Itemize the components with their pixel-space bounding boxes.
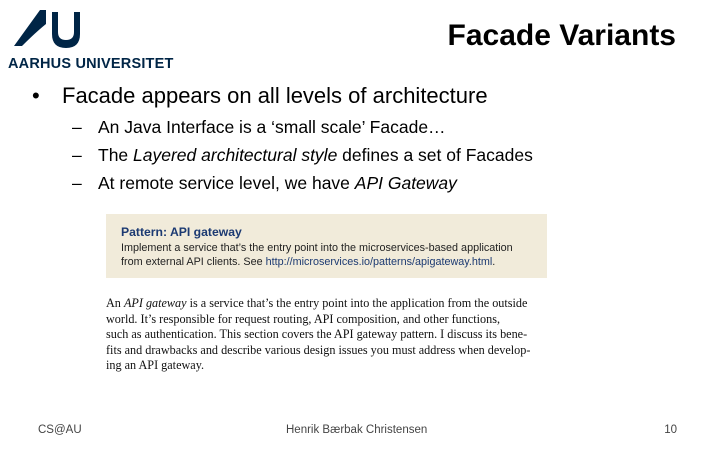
pattern-box-title: Pattern: API gateway xyxy=(121,225,242,239)
paragraph-line: such as authentication. This section covers the API gateway pattern. I discuss its bene- xyxy=(106,327,528,341)
book-excerpt-image xyxy=(106,214,547,379)
sub-bullet-text: An Java Interface is a ‘small scale’ Facade… xyxy=(98,117,446,137)
paragraph-term: API gateway xyxy=(123,296,187,310)
sub-bullet-emphasis: API Gateway xyxy=(354,173,457,193)
slide-title: Facade Variants xyxy=(447,19,676,52)
paragraph-line xyxy=(106,296,530,312)
bullet-dot: • xyxy=(32,83,40,108)
pattern-box-text: from external API clients. See xyxy=(121,256,266,268)
excerpt-paragraph xyxy=(106,296,530,374)
main-bullet xyxy=(32,83,488,109)
pattern-box-line xyxy=(121,256,495,268)
footer-author: Henrik Bærbak Christensen xyxy=(286,424,428,436)
sub-bullet-text: The xyxy=(98,145,134,165)
main-bullet-text: Facade appears on all levels of architecture xyxy=(62,83,488,108)
paragraph-line: world. It’s responsible for request routing, API composition, and other functions, xyxy=(106,311,501,326)
sub-bullet-2 xyxy=(72,145,533,166)
sub-bullet-text: defines a set of Facades xyxy=(337,145,533,165)
au-seal-icon xyxy=(12,6,82,50)
sub-bullet-1 xyxy=(72,117,446,138)
sub-bullet-emphasis: Layered architectural style xyxy=(133,145,338,165)
sub-bullet-text: At remote service level, we have xyxy=(98,173,355,193)
university-logo xyxy=(8,4,178,72)
pattern-box xyxy=(106,214,547,278)
paragraph-line: fits and drawbacks and describe various design issues you must address when develop- xyxy=(106,342,531,357)
university-name: AARHUS UNIVERSITET xyxy=(8,56,174,72)
pattern-box-line: Implement a service that’s the entry point into the microservices-based application xyxy=(121,242,513,254)
dash-marker: – xyxy=(72,173,82,193)
paragraph-text: An xyxy=(106,296,124,310)
sub-bullet-3 xyxy=(72,173,457,194)
paragraph-line: ing an API gateway. xyxy=(106,358,205,372)
paragraph-text: is a service that’s the entry point into the application from the outside xyxy=(186,296,528,310)
page-number: 10 xyxy=(664,424,677,436)
footer-left: CS@AU xyxy=(38,424,82,436)
dash-marker: – xyxy=(72,145,82,165)
dash-marker: – xyxy=(72,117,82,137)
pattern-box-text: . xyxy=(492,256,496,268)
pattern-link: http://microservices.io/patterns/apigateway.html xyxy=(265,256,493,268)
